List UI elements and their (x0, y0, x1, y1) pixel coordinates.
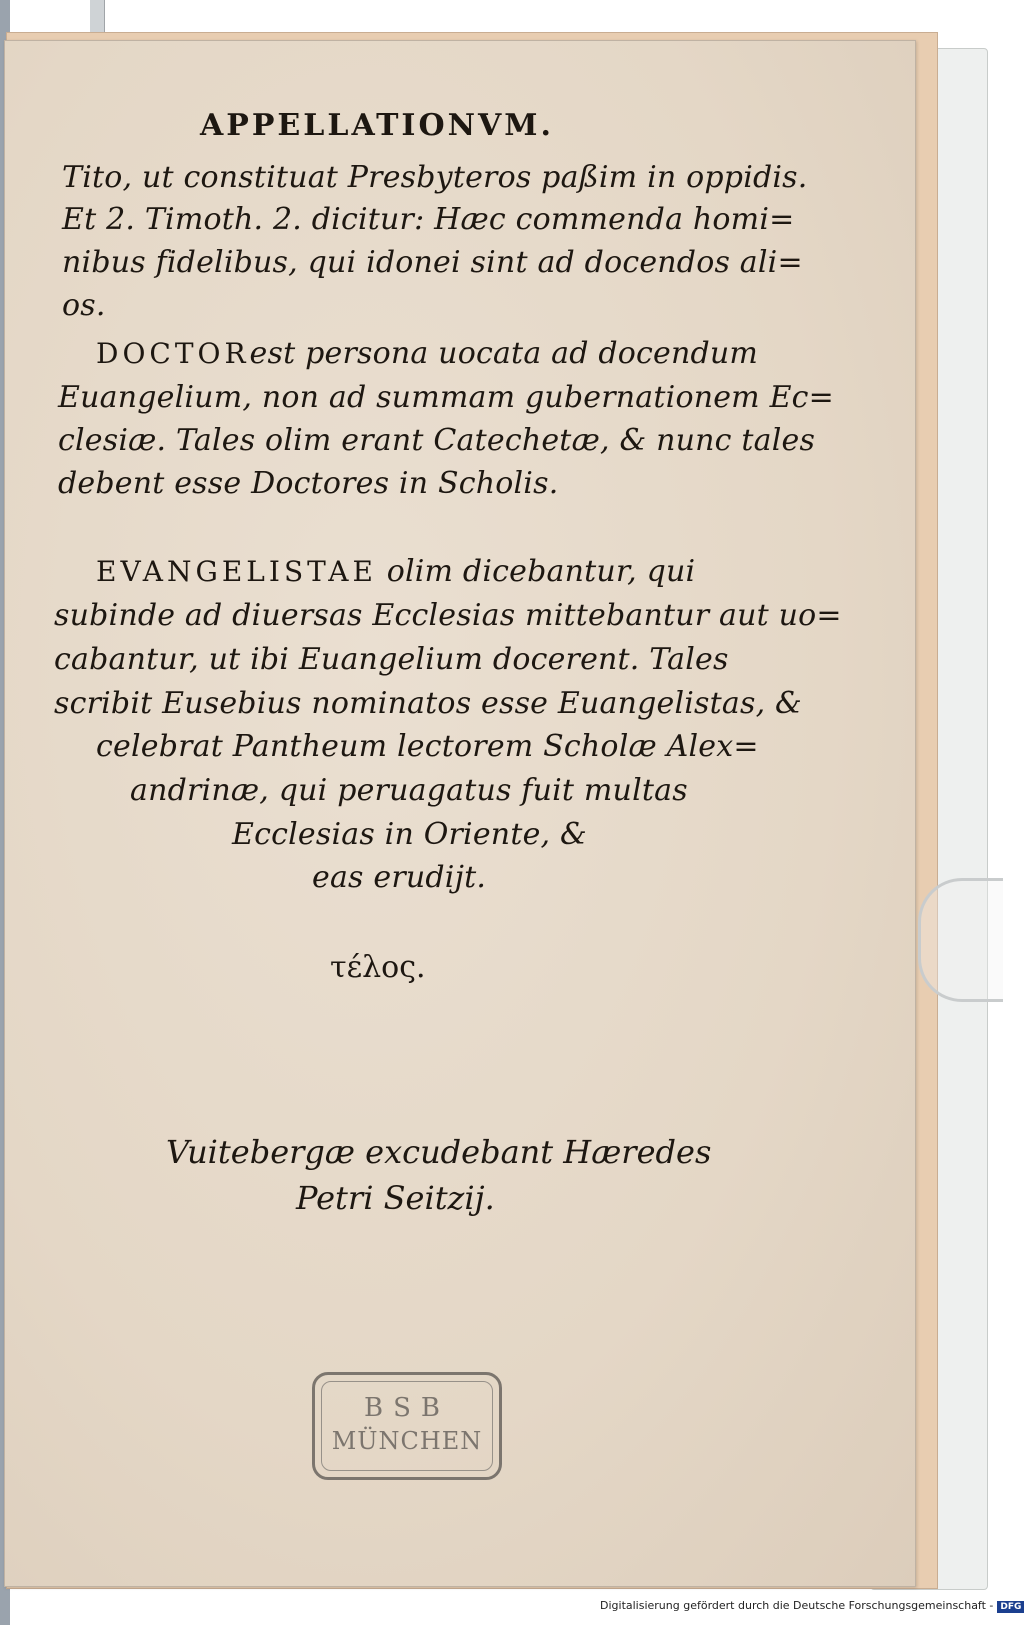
footer-text: Digitalisierung gefördert durch die Deutsche Forschungsgemeinschaft - (600, 1599, 994, 1612)
para1-line2: Et 2. Timoth. 2. dicitur: Hæc commenda homi= (62, 202, 795, 237)
para1-line1: Tito, ut constituat Presbyteros paßim in oppidis. (62, 160, 808, 195)
para2-line3: clesiæ. Tales olim erant Catechetæ, & nunc tales (58, 423, 816, 458)
para3-line1-text: olim dicebantur, qui (386, 554, 696, 589)
para3-line3: cabantur, ut ibi Euangelium docerent. Tales (54, 642, 729, 677)
para2-line2: Euangelium, non ad summam gubernationem Ec= (58, 380, 835, 415)
para3-line1 (96, 552, 695, 592)
para1-line4: os. (62, 288, 106, 323)
digitization-footer (600, 1599, 1024, 1613)
imprint-line1: Vuitebergæ excudebant Hæredes (166, 1133, 712, 1171)
para3-line5: celebrat Pantheum lectorem Scholæ Alex= (96, 729, 759, 764)
finis-mark: τέλος. (330, 950, 426, 985)
library-stamp (312, 1372, 502, 1480)
stamp-line2: MÜNCHEN (331, 1427, 483, 1455)
para1-line3: nibus fidelibus, qui idonei sint ad docendos ali= (62, 245, 803, 280)
page-clip (918, 878, 1003, 1002)
para3-line8: eas erudijt. (312, 860, 487, 895)
para3-line2: subinde ad diuersas Ecclesias mittebantur aut uo= (54, 598, 842, 633)
evangelistae-lead: EVANGELISTAE (96, 555, 377, 588)
dfg-logo: DFG (997, 1601, 1024, 1613)
stamp-line1: BSB (363, 1393, 451, 1423)
para3-line4: scribit Eusebius nominatos esse Euangelistas, & (54, 686, 802, 721)
running-head: APPELLATIONVM. (200, 108, 554, 143)
doctor-lead: DOCTOR (96, 337, 250, 370)
para2-line1-text: est persona uocata ad docendum (249, 336, 759, 371)
para2-line4: debent esse Doctores in Scholis. (58, 466, 559, 501)
imprint-line2: Petri Seitzij. (296, 1179, 495, 1217)
para3-line6: andrinæ, qui peruagatus fuit multas (130, 773, 688, 808)
para3-line7: Ecclesias in Oriente, & (232, 817, 587, 852)
para2-line1 (96, 334, 758, 374)
